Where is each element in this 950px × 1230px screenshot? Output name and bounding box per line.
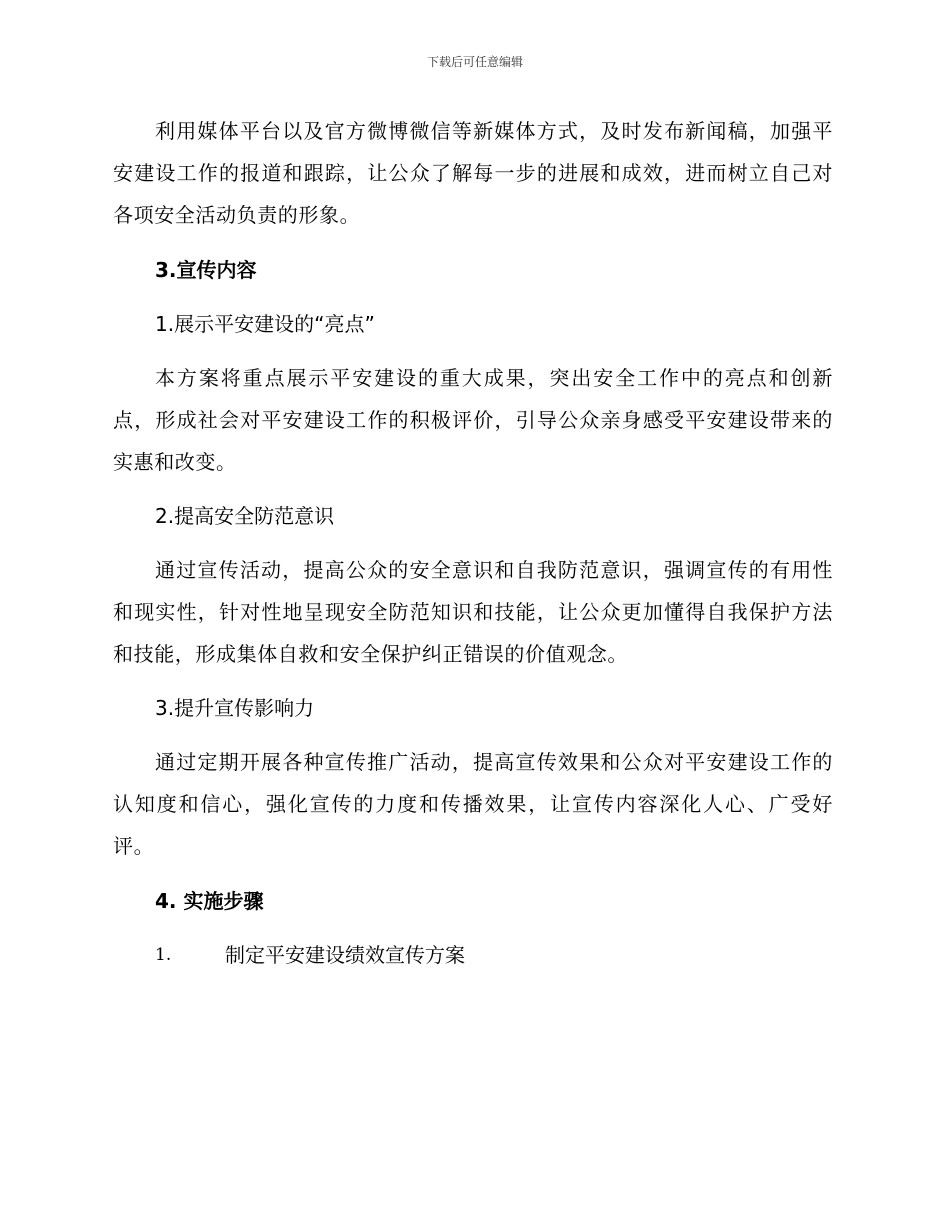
list-item-text: 制定平安建设绩效宣传方案 [225, 943, 465, 967]
subheading-safety-awareness: 2.提高安全防范意识 [155, 504, 335, 528]
document-body [113, 110, 833, 976]
header-note: 下载后可任意编辑 [426, 55, 523, 69]
paragraph-highlights: 本方案将重点展示平安建设的重大成果，突出安全工作中的亮点和创新点，形成社会对平安建设工作的积极评价，引导公众亲身感受平安建设带来的实惠和改变。 [113, 366, 833, 474]
subheading-highlights: 1.展示平安建设的“亮点” [155, 312, 375, 336]
paragraph-media-promotion: 利用媒体平台以及官方微博微信等新媒体方式，及时发布新闻稿，加强平安建设工作的报道和跟踪，让公众了解每一步的进展和成效，进而树立自己对各项安全活动负责的形象。 [113, 119, 833, 227]
list-item-number: 1. [155, 945, 172, 965]
paragraph-safety-awareness: 通过宣传活动，提高公众的安全意识和自我防范意识，强调宣传的有用性和现实性，针对性地呈现安全防范知识和技能，让公众更加懂得自我保护方法和技能，形成集体自救和安全保护纠正错误的价值观念。 [113, 558, 833, 666]
list-item [113, 934, 833, 976]
paragraph-influence: 通过定期开展各种宣传推广活动，提高宣传效果和公众对平安建设工作的认知度和信心，强化宣传的力度和传播效果，让宣传内容深化人心、广受好评。 [113, 750, 833, 858]
section-title-publicity-content: 3.宣传内容 [155, 258, 257, 282]
subheading-influence: 3.提升宣传影响力 [155, 696, 315, 720]
section-title-implementation-steps: 4. 实施步骤 [155, 889, 264, 913]
